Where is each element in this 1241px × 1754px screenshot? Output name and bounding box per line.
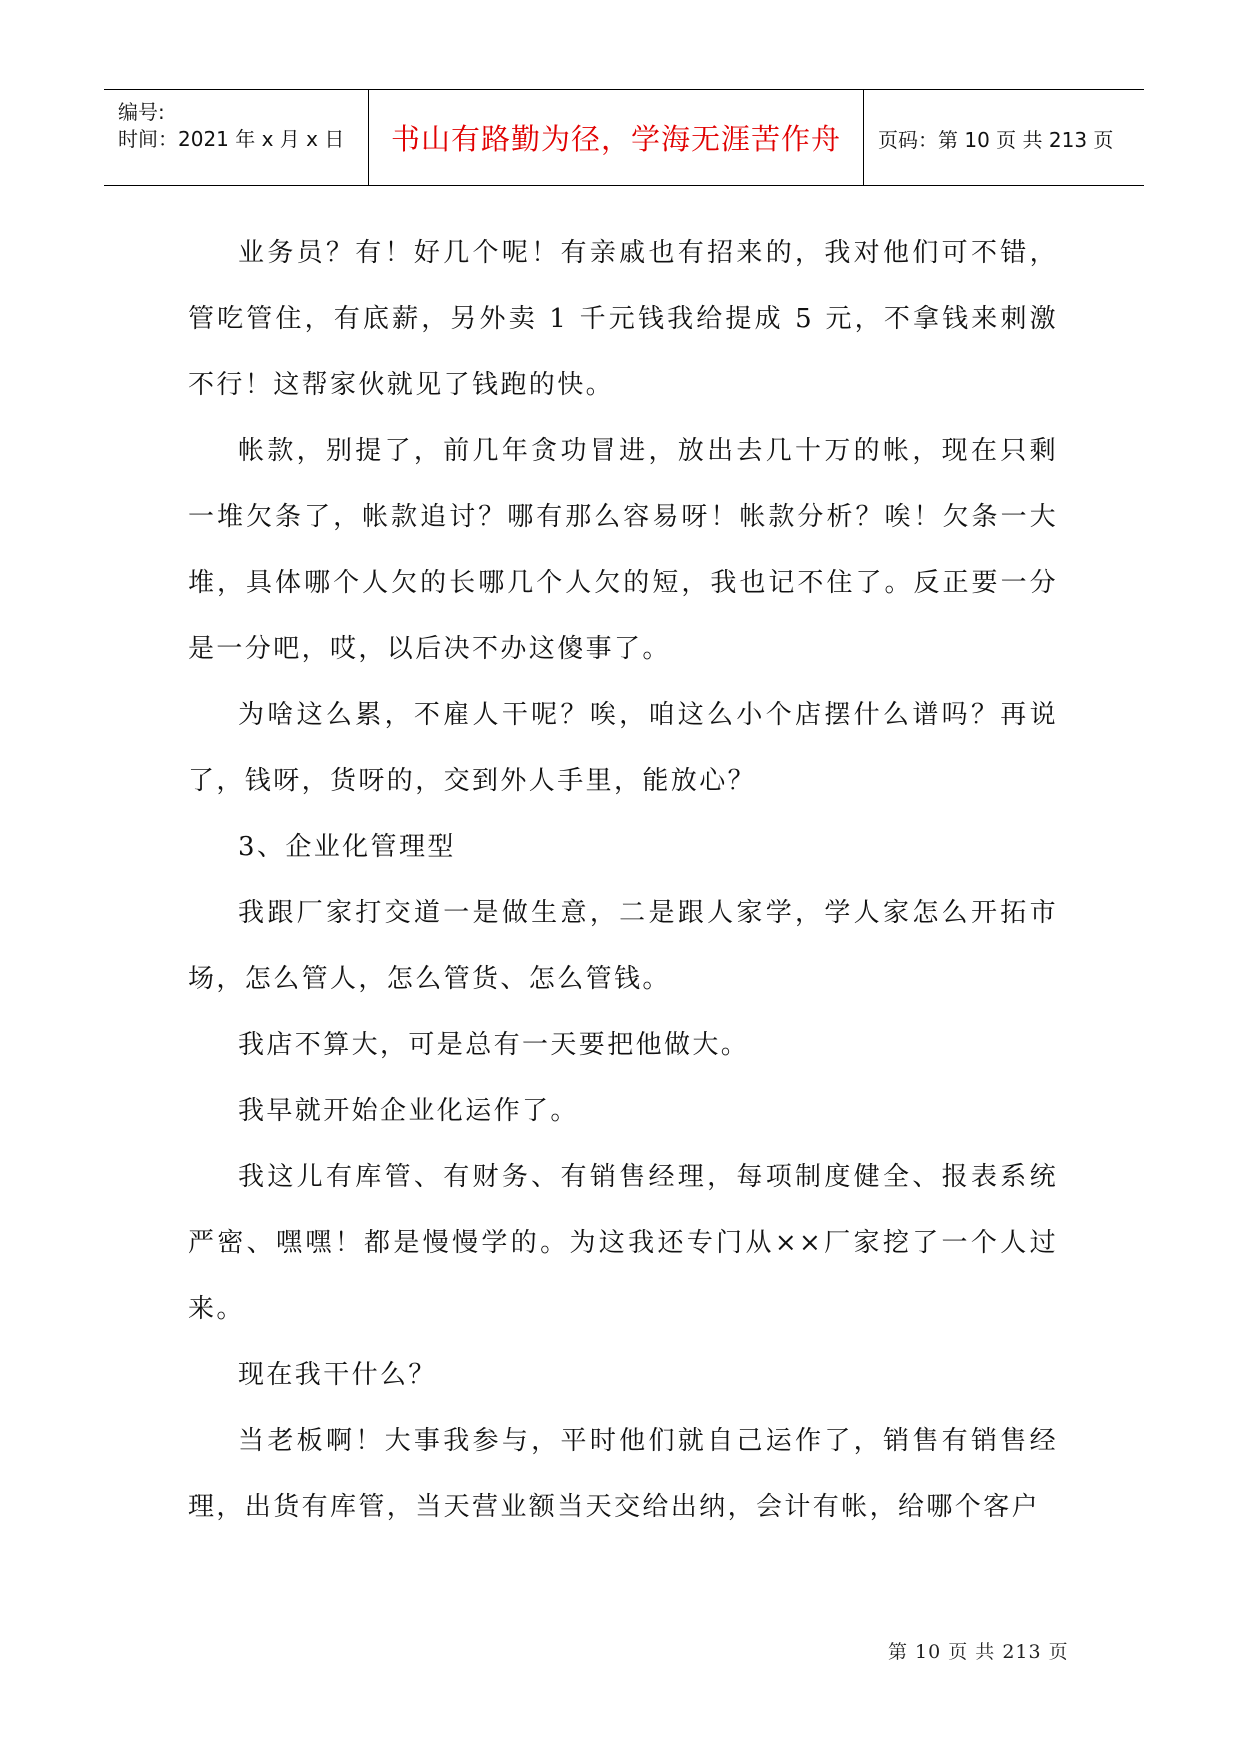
header-page-code: 页码：第 10 页 共 213 页 xyxy=(878,128,1114,152)
header-page-cell xyxy=(864,90,1144,185)
paragraph: 为啥这么累，不雇人干呢？唉，咱这么小个店摆什么谱吗？再说了，钱呀，货呀的，交到外人手里，能放心？ xyxy=(188,700,1058,796)
header-motto: 书山有路勤为径，学海无涯苦作舟 xyxy=(390,122,841,156)
paragraph: 当老板啊！大事我参与，平时他们就自己运作了，销售有销售经理，出货有库管，当天营业额当天交给出纳，会计有帐，给哪个客户 xyxy=(188,1426,1058,1522)
document-body xyxy=(188,220,1058,1540)
paragraph: 我这儿有库管、有财务、有销售经理，每项制度健全、报表系统严密、嘿嘿！都是慢慢学的。为这我还专门从××厂家挖了一个人过来。 xyxy=(188,1162,1058,1324)
document-number-label: 编号: xyxy=(118,100,165,124)
paragraph: 我早就开始企业化运作了。 xyxy=(238,1096,579,1126)
page-footer: 第 10 页 共 213 页 xyxy=(888,1641,1069,1663)
header-motto-cell xyxy=(369,90,864,185)
document-date-label: 时间：2021 年 x 月 x 日 xyxy=(118,127,345,151)
paragraph: 业务员？有！好几个呢！有亲戚也有招来的，我对他们可不错，管吃管住，有底薪，另外卖 1 千元钱我给提成 5 元，不拿钱来刺激不行！这帮家伙就见了钱跑的快。 xyxy=(188,238,1058,400)
paragraph: 我店不算大，可是总有一天要把他做大。 xyxy=(238,1030,750,1060)
header-info-cell xyxy=(104,90,369,185)
document-header xyxy=(104,89,1144,186)
paragraph: 帐款，别提了，前几年贪功冒进，放出去几十万的帐，现在只剩一堆欠条了，帐款追讨？哪有那么容易呀！帐款分析？唉！欠条一大堆，具体哪个人欠的长哪几个人欠的短，我也记不住了。反正要一分是一分吧，哎，以后决不办这傻事了。 xyxy=(188,436,1058,664)
paragraph: 现在我干什么？ xyxy=(238,1360,437,1390)
section-heading: 3、企业化管理型 xyxy=(238,832,456,862)
paragraph: 我跟厂家打交道一是做生意，二是跟人家学，学人家怎么开拓市场，怎么管人，怎么管货、怎么管钱。 xyxy=(188,898,1058,994)
